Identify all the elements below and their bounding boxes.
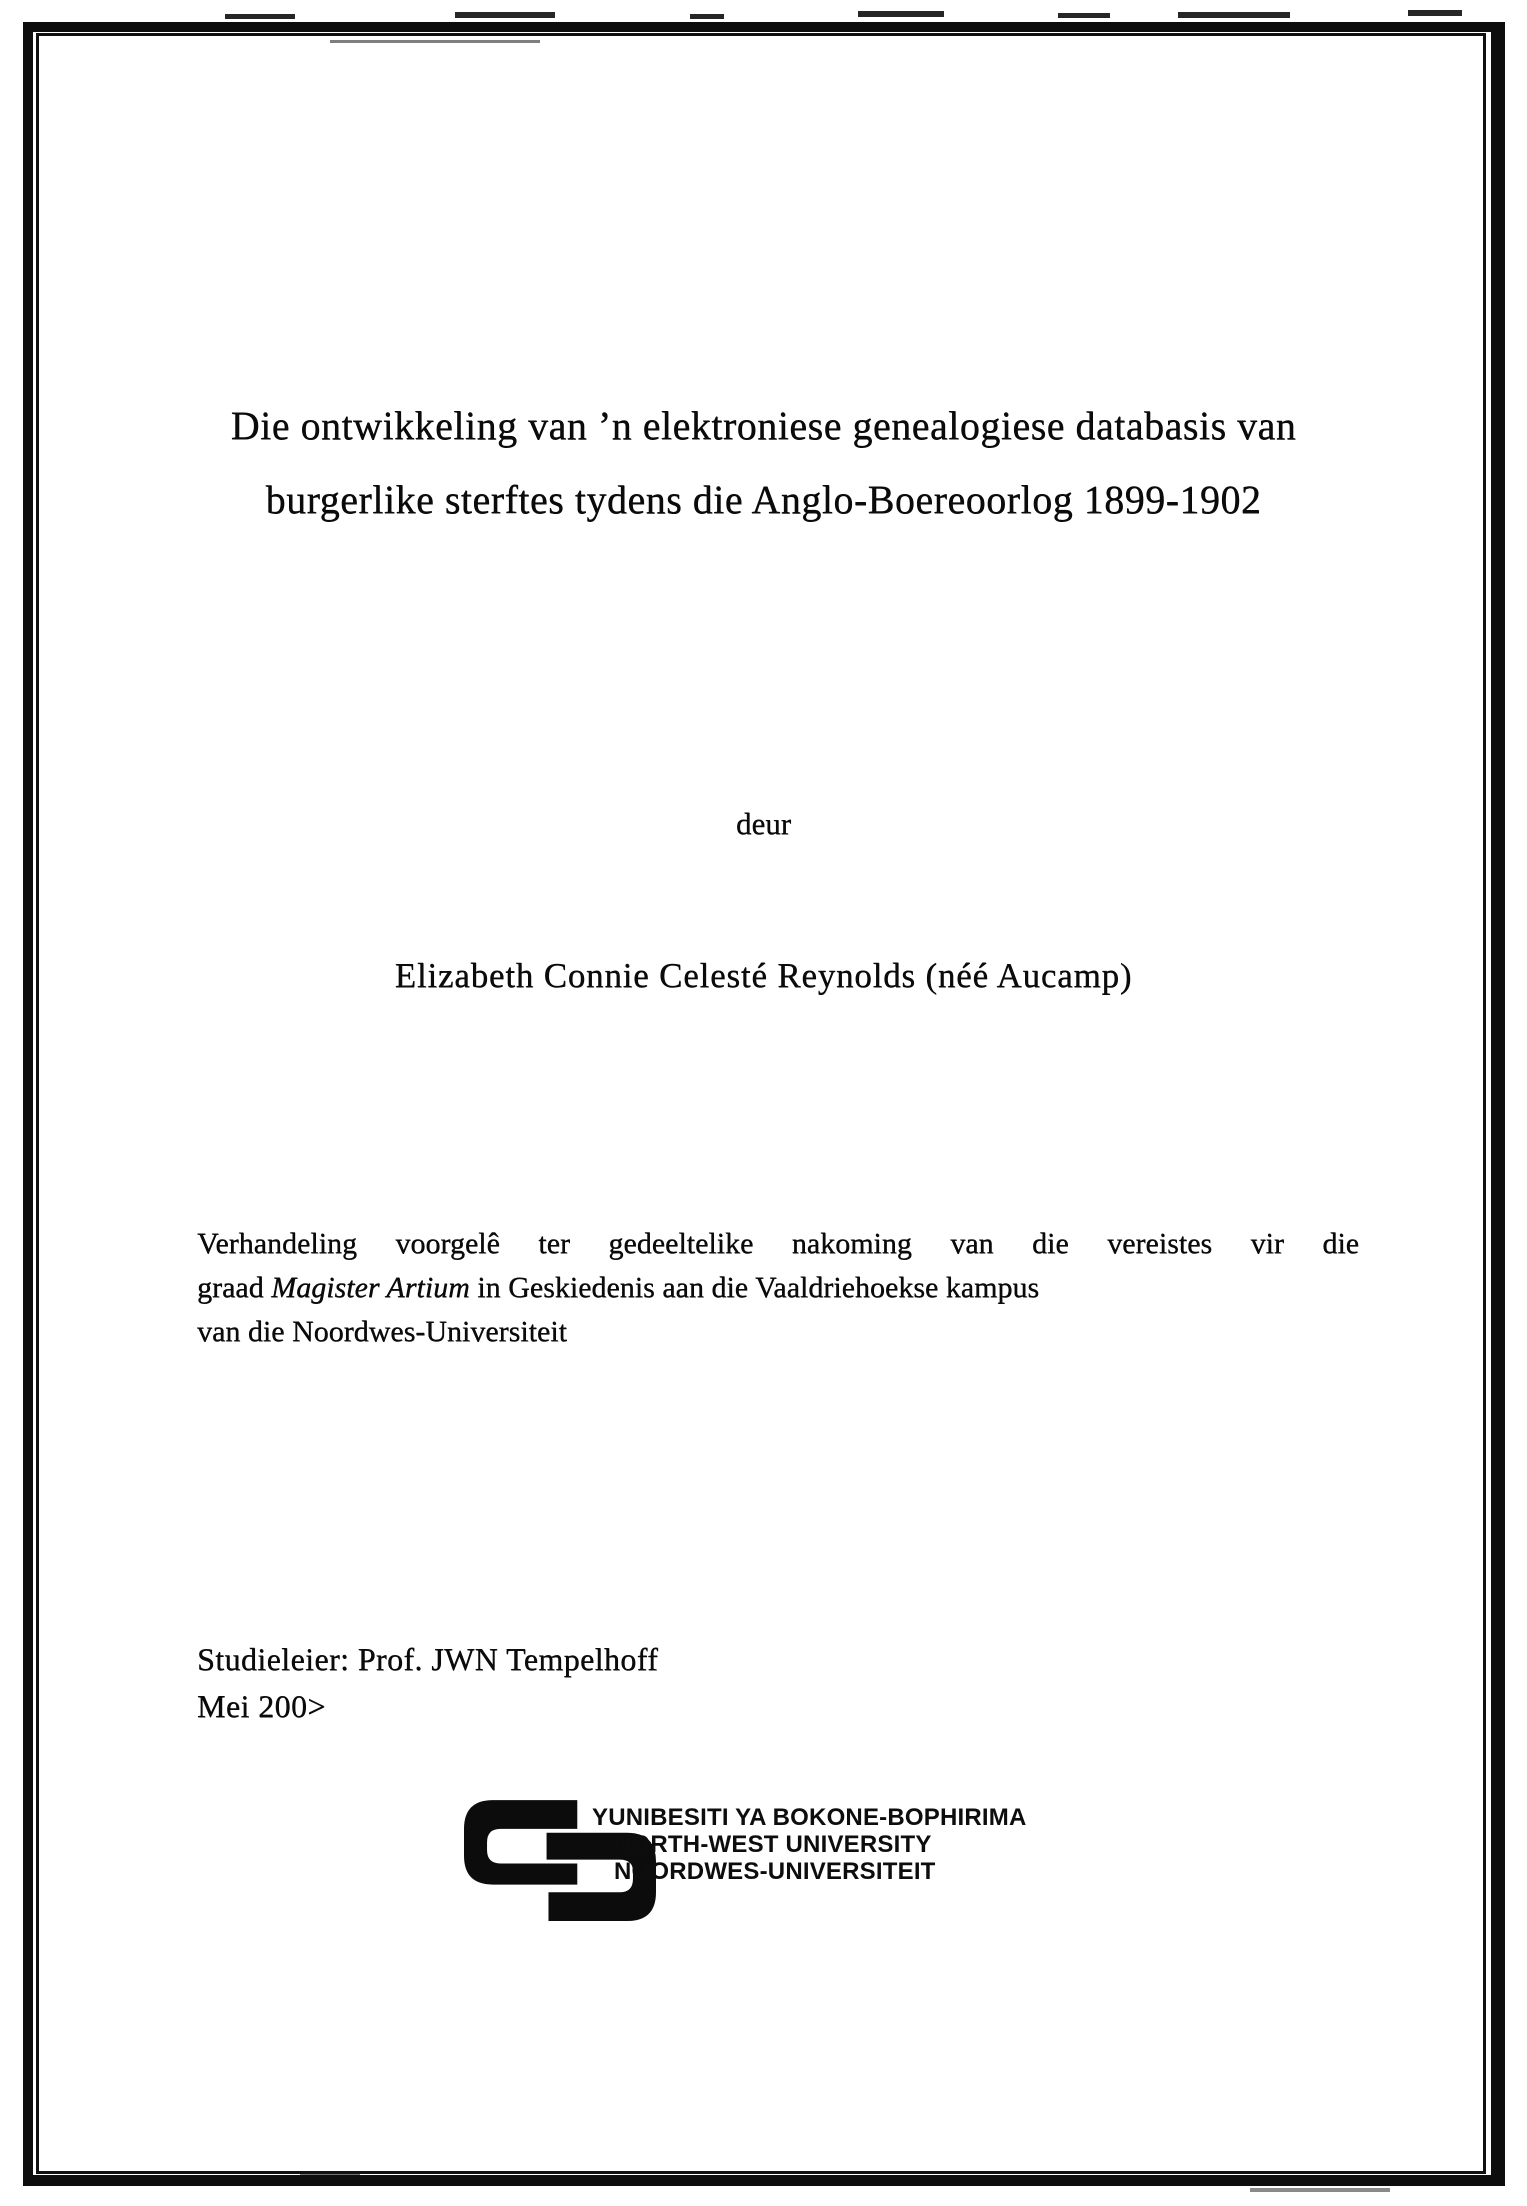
logo-text-setswana: YUNIBESITI YA BOKONE-BOPHIRIMA <box>592 1804 1027 1831</box>
scan-speck <box>1250 2188 1390 2192</box>
thesis-title-line-2: burgerlike sterftes tydens die Anglo-Boereoorlog 1899-1902 <box>265 477 1262 522</box>
author-name: Elizabeth Connie Celesté Reynolds (néé Aucamp) <box>394 956 1133 995</box>
logo-text-afrikaans: NOORDWES-UNIVERSITEIT <box>614 1858 936 1885</box>
statement-line-2-post: in Geskiedenis aan die Vaaldriehoekse kampus <box>469 1271 1040 1304</box>
scan-speck <box>455 12 555 18</box>
scan-speck <box>1178 12 1290 18</box>
university-logo-text <box>592 1804 1027 1885</box>
magister-artium-italic: Magister Artium <box>271 1271 470 1304</box>
logo-text-english: NORTH-WEST UNIVERSITY <box>614 1831 932 1858</box>
scan-speck <box>858 11 944 17</box>
date-line: Mei 200> <box>197 1688 326 1724</box>
thesis-statement <box>197 1222 1359 1354</box>
statement-line-3: van die Noordwes-Universiteit <box>197 1315 567 1348</box>
statement-line-1: Verhandeling voorgelê ter gedeeltelike nakoming van die vereistes vir die <box>197 1227 1359 1260</box>
university-logo <box>464 1800 1104 1940</box>
statement-line-2-pre: graad <box>197 1271 272 1304</box>
scan-speck <box>1058 13 1110 18</box>
supervisor-line: Studieleier: Prof. JWN Tempelhoff <box>197 1641 659 1677</box>
scan-speck <box>1408 10 1462 16</box>
scan-speck <box>225 14 295 19</box>
byline-deur: deur <box>735 806 792 841</box>
scan-speck <box>690 14 724 19</box>
statement-line-2 <box>197 1266 1359 1310</box>
thesis-title-line-1: Die ontwikkeling van ’n elektroniese genealogiese databasis van <box>230 403 1297 448</box>
